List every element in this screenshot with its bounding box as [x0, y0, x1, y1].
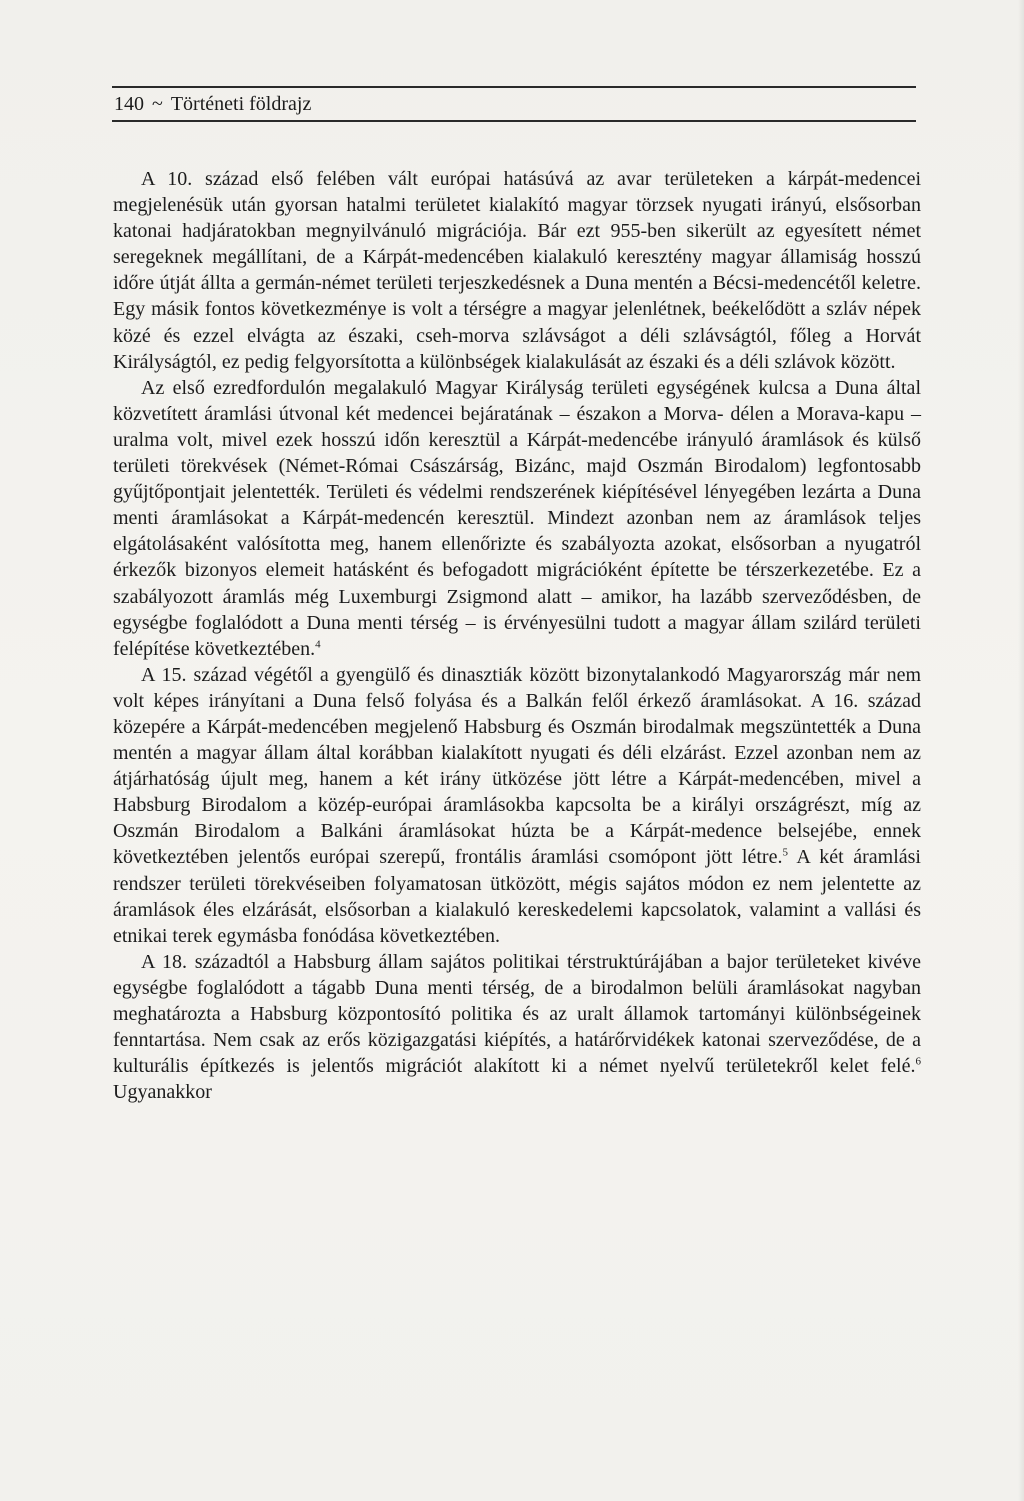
paragraph-3 — [113, 662, 921, 949]
header-separator: ~ — [152, 93, 163, 115]
paragraph-4-text-continued: Ugyanakkor — [113, 1081, 212, 1104]
page-number: 140 — [114, 93, 144, 115]
running-header — [114, 92, 311, 116]
paragraph-1 — [113, 166, 921, 375]
footnote-marker-6: 6 — [915, 1055, 921, 1068]
paragraph-3-text-continued: A két áramlási rendszer területi törekvéseiben folyamatosan ütközött, mégis sajátos módon ez nem jelentette az áramlások éles elzárását, elsősorban a kialakuló kereskedelemi kapcsolatok, valamint a vallási és etnikai terek egymásba fonódása következtében. — [113, 846, 921, 947]
paragraph-4 — [113, 949, 921, 1106]
scan-edge-shadow — [1018, 0, 1024, 1501]
body-text — [113, 166, 921, 1105]
header-bottom-rule — [112, 120, 916, 122]
footnote-marker-5: 5 — [782, 846, 788, 859]
paragraph-2-text: Az első ezredfordulón megalakuló Magyar Királyság területi egységének kulcsa a Duna által közvetített áramlási útvonal két medencei bejáratának – északon a Morva- délen a Morava-kapu – uralma volt, mivel ezek hosszú időn keresztül a Kárpát-medencébe irányuló áramlások és külső területi törekvések (Német-Római Császárság, Bizánc, majd Oszmán Birodalom) legfontosabb gyűjtőpontjait jelentették. Területi és védelmi rendszerének kiépítésével lényegében lezárta a Duna menti áramlásokat a Kárpát-medencén keresztül. Mindezt azonban nem az áramlások teljes elgátolásaként valósította meg, hanem ellenőrizte és szabályozta azokat, elsősorban a nyugatról érkezők bizonyos elemeit hatásként és befogadott migrációként építette be térszerkezetébe. Ez a szabályozott áramlás még Luxemburgi Zsigmond alatt – amikor, ha lazább szerveződésben, de egységbe foglalódott a Duna menti térség – is érvényesülni tudott a magyar állam szilárd területi felépítése következtében. — [113, 376, 921, 660]
header-top-rule — [112, 86, 916, 88]
footnote-marker-4: 4 — [315, 638, 321, 651]
running-title: Történeti földrajz — [170, 93, 312, 115]
paragraph-2 — [113, 375, 921, 662]
paragraph-4-text: A 18. századtól a Habsburg állam sajátos politikai térstruktúrájában a bajor területeket kivéve egységbe foglalódott a tágabb Duna menti térség, de a birodalmon belüli áramlásokat nagyban meghatározta a Habsburg központosító politika és az uralt államok tartományi különbségeinek fenntartása. Nem csak az erős közigazgatási kiépítés, a határőrvidékek katonai szerveződése, de a kulturális építkezés is jelentős migrációt alakított ki a német nyelvű területekről kelet felé. — [113, 950, 921, 1078]
paragraph-3-text: A 15. század végétől a gyengülő és dinasztiák között bizonytalankodó Magyarország már nem volt képes irányítani a Duna felső folyása és a Balkán felől érkező áramlásokat. A 16. század közepére a Kárpát-medencében megjelenő Habsburg és Oszmán birodalmak megszüntették a Duna mentén a magyar állam által korábban kialakított nyugati és déli elzárást. Ezzel azonban nem az átjárhatóság újult meg, hanem a két irány ütközése jött létre a Kárpát-medencében, mivel a Habsburg Birodalom a közép-európai áramlásokba kapcsolta be a királyi országrészt, míg az Oszmán Birodalom a Balkáni áramlásokat húzta be a Kárpát-medence belsejébe, ennek következtében jelentős európai szerepű, frontális áramlási csomópont jött létre. — [113, 663, 921, 869]
paragraph-1-text: A 10. század első felében vált európai hatásúvá az avar területeken a kárpát-medencei megjelenésük után gyorsan hatalmi területet kialakító magyar törzsek nyugati irányú, elsősorban katonai hadjáratokban megnyilvánuló migrációja. Bár ezt 955-ben sikerült az egyesített német seregeknek megállítani, de a Kárpát-medencében kialakuló keresztény magyar államiság hosszú időre útját állta a germán-német területi terjeszkedésnek a Duna mentén a Bécsi-medencétől keletre. Egy másik fontos következménye is volt a térségre a magyar jelenlétnek, beékelődött a szláv népek közé és ezzel elvágta az északi, cseh-morva szlávságot a déli szlávságtól, főleg a Horvát Királyságtól, ez pedig felgyorsította a különbségek kialakulását az északi és a déli szlávok között. — [113, 168, 921, 373]
